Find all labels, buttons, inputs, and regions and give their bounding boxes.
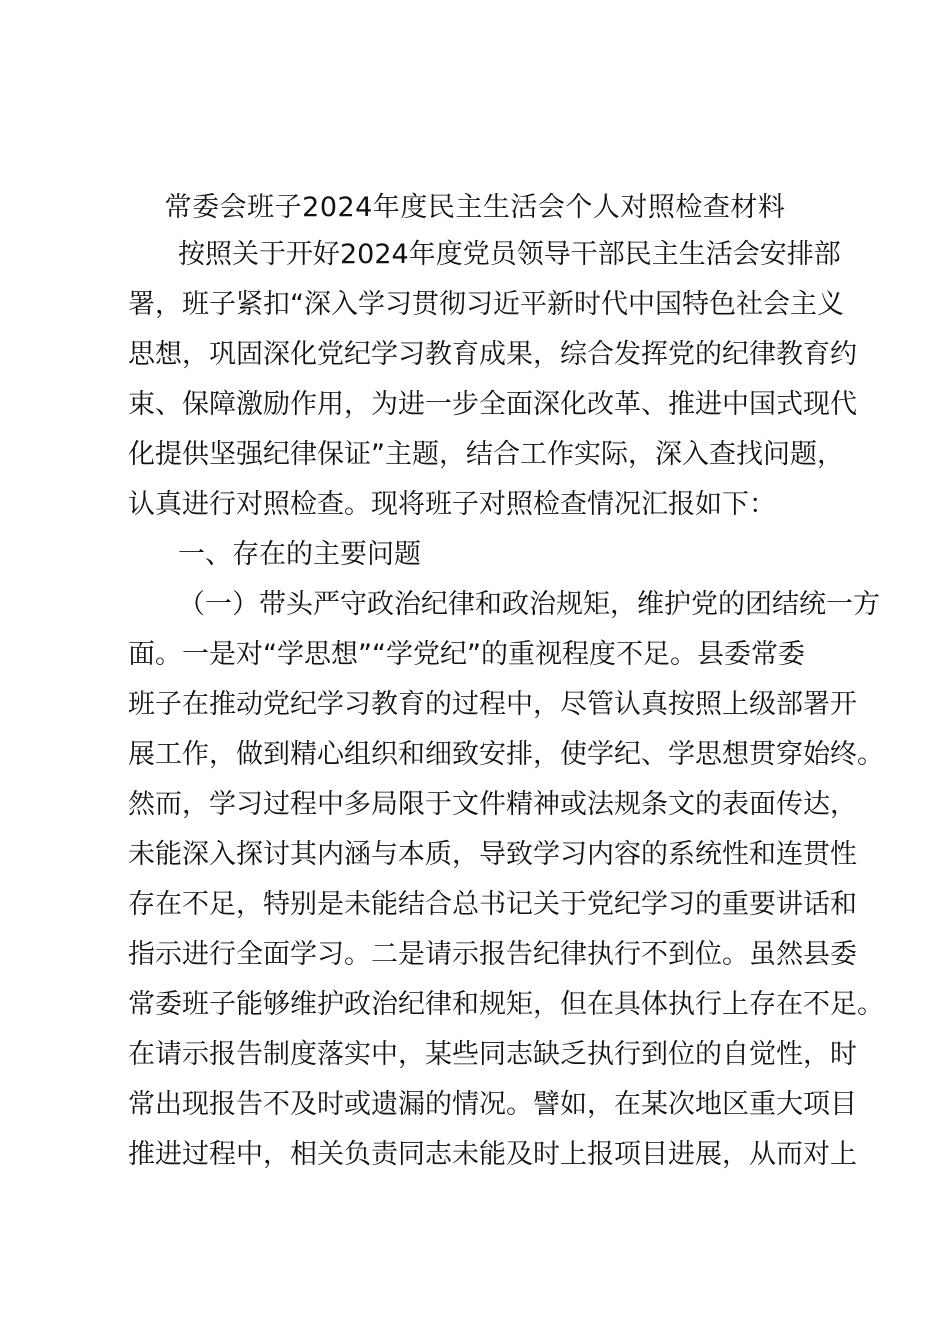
body-line: 面。一是对“学思想”“学党纪”的重视程度不足。县委常委 [128, 639, 805, 670]
body-line: 展工作，做到精心组织和细致安排，使学纪、学思想贯穿始终。 [128, 739, 884, 770]
body-line: 常委班子能够维护政治纪律和规矩，但在具体执行上存在不足。 [128, 989, 884, 1020]
body-line: 未能深入探讨其内涵与本质，导致学习内容的系统性和连贯性 [128, 839, 857, 870]
section-heading: 一、存在的主要问题 [178, 539, 421, 570]
body-line: 然而，学习过程中多局限于文件精神或法规条文的表面传达， [128, 789, 857, 820]
body-line: 化提供坚强纪律保证”主题，结合工作实际，深入查找问题， [128, 439, 844, 470]
subsection-heading: （一）带头严守政治纪律和政治规矩，维护党的团结统一方 [178, 589, 880, 620]
body-line: 推进过程中，相关负责同志未能及时上报项目进展，从而对上 [128, 1139, 857, 1170]
document-title: 常委会班子2024年度民主生活会个人对照检查材料 [164, 192, 786, 223]
body-line: 认真进行对照检查。现将班子对照检查情况汇报如下： [128, 489, 776, 520]
body-line: 思想，巩固深化党纪学习教育成果，综合发挥党的纪律教育约 [128, 339, 857, 370]
document-body [128, 230, 884, 1180]
body-line: 署，班子紧扣“深入学习贯彻习近平新时代中国特色社会主义 [128, 289, 844, 320]
body-line: 束、保障激励作用，为进一步全面深化改革、推进中国式现代 [128, 389, 857, 420]
body-line: 按照关于开好2024年度党员领导干部民主生活会安排部 [178, 239, 841, 270]
body-line: 班子在推动党纪学习教育的过程中，尽管认真按照上级部署开 [128, 689, 857, 720]
body-line: 指示进行全面学习。二是请示报告纪律执行不到位。虽然县委 [128, 939, 857, 970]
body-line: 存在不足，特别是未能结合总书记关于党纪学习的重要讲话和 [128, 889, 857, 920]
body-line: 常出现报告不及时或遗漏的情况。譬如，在某次地区重大项目 [128, 1089, 857, 1120]
body-line: 在请示报告制度落实中，某些同志缺乏执行到位的自觉性，时 [128, 1039, 857, 1070]
